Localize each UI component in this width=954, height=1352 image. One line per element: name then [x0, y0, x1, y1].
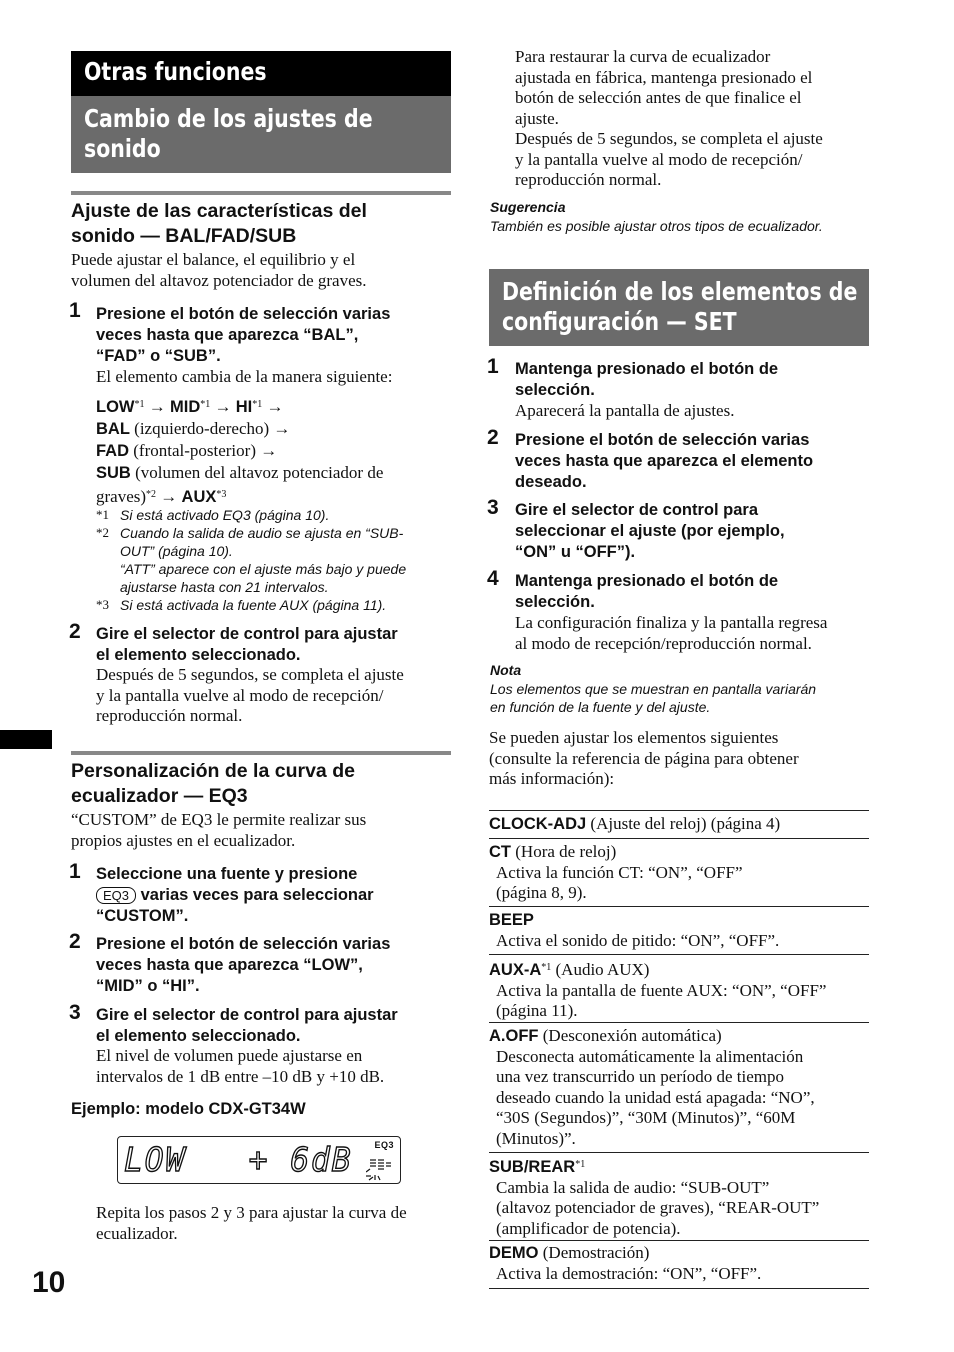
- step-description: Aparecerá la pantalla de ajustes.: [515, 401, 735, 420]
- section-title-otras-funciones: Otras funciones: [84, 57, 267, 86]
- section-divider: [71, 191, 451, 195]
- step-description: El nivel de volumen puede ajustarse en intervalos de 1 dB entre –10 dB y +10 dB.: [96, 1046, 385, 1086]
- lcd-display-text: LOW + 6dB: [124, 1140, 353, 1179]
- step-text: Mantenga presionado el botón de selección.: [515, 572, 779, 611]
- step-text: Mantenga presionado el botón de selección.: [515, 360, 779, 399]
- note-text: Los elementos que se muestran en pantalla variarán en función de la fuente y del ajuste.: [490, 681, 817, 715]
- tip-text: También es posible ajustar otros tipos de ecualizador.: [490, 218, 823, 234]
- paragraph-repeat: Repita los pasos 2 y 3 para ajustar la curva de ecualizador.: [96, 1203, 407, 1243]
- settings-item-beep: BEEP Activa el sonido de pitido: “ON”, “OFF”.: [489, 911, 780, 950]
- step-description: Después de 5 segundos, se completa el ajuste y la pantalla vuelve al modo de recepción/ reproducción normal.: [96, 665, 404, 725]
- step-description: El elemento cambia de la manera siguiente:: [96, 367, 393, 386]
- section-title-set: Definición de los elementos de configuración — SET: [502, 277, 858, 336]
- step-number: 1: [487, 355, 499, 378]
- step-description: La configuración finaliza y la pantalla regresa al modo de recepción/reproducción normal.: [515, 613, 828, 653]
- eq3-button-icon: EQ3: [96, 887, 136, 904]
- step-number: 1: [69, 299, 81, 322]
- setting-sequence: LOW$^{*1}$ → MID$^{*1}$ → HI$^{*1}$ → BAL (izquierdo-derecho) → FAD (frontal-posterior) → SUB (volumen del altavoz potenciador de graves)$^{*2}$ → AUX$^{*3}$: [96, 397, 384, 506]
- table-rule: [489, 838, 869, 839]
- table-rule: [489, 954, 869, 955]
- step-text: Gire el selector de control para seleccionar el ajuste (por ejemplo, “ON” u “OFF”).: [515, 501, 785, 561]
- settings-item-a-off: A.OFF (Desconexión automática) Desconecta automáticamente la alimentación una vez transcurrido un período de tiempo deseado cuando la unidad está apagada: “NO”, “30S (Segundos)”, “30M (Minutos)”, “60M (Minutos)”.: [489, 1026, 815, 1148]
- eq3-badge: EQ3: [374, 1140, 394, 1150]
- chapter-tab-marker: [0, 730, 52, 749]
- settings-item-demo: DEMO (Demostración) Activa la demostración: “ON”, “OFF”.: [489, 1243, 762, 1283]
- step-text: Presione el botón de selección varias veces hasta que aparezca “LOW”, “MID” o “HI”.: [96, 935, 391, 995]
- settings-item-sub-rear: SUB/REAR$^{*1}$ Cambia la salida de audio: “SUB-OUT” (altavoz potenciador de graves), “REAR-OUT” (amplificador de potencia).: [489, 1158, 820, 1238]
- step-text: Presione el botón de selección varias veces hasta que aparezca el elemento deseado.: [515, 431, 814, 491]
- table-rule: [489, 1022, 869, 1023]
- step-text: Gire el selector de control para ajustar el elemento seleccionado.: [96, 625, 398, 664]
- subsection-title-eq3: Personalización de la curva de ecualizador — EQ3: [71, 760, 355, 807]
- tip-label: Sugerencia: [490, 199, 566, 215]
- paragraph-restore: Para restaurar la curva de ecualizador ajustada en fábrica, mantenga presionado el botón de selección antes de que finalice el ajuste. Después de 5 segundos, se completa el ajuste y la pantalla vuelve al modo de recepción/ reproducción normal.: [515, 47, 823, 189]
- table-rule: [489, 1288, 869, 1289]
- step-text: Presione el botón de selección varias veces hasta que aparezca “BAL”, “FAD” o “SUB”.: [96, 305, 391, 365]
- step-text: Seleccione una fuente y presione EQ3 varias veces para seleccionar “CUSTOM”.: [96, 865, 374, 925]
- step-number: 3: [487, 496, 499, 519]
- settings-item-clock-adj: CLOCK-ADJ (Ajuste del reloj) (página 4): [489, 814, 781, 833]
- table-rule: [489, 906, 869, 907]
- step-number: 2: [69, 930, 81, 953]
- table-rule: [489, 810, 869, 811]
- note-label: Nota: [490, 662, 522, 678]
- example-label: Ejemplo: modelo CDX-GT34W: [71, 1100, 306, 1118]
- step-number: 2: [487, 426, 499, 449]
- page-number: 10: [32, 1266, 66, 1299]
- section-divider: [71, 751, 451, 755]
- section-title-cambio: Cambio de los ajustes de sonido: [84, 104, 373, 163]
- step-number: 4: [487, 567, 499, 590]
- step-text: Gire el selector de control para ajustar el elemento seleccionado.: [96, 1006, 398, 1045]
- settings-item-aux-a: AUX-$A^{*1}$ (Audio AUX) Activa la pantalla de fuente AUX: “ON”, “OFF” (página 11).: [489, 960, 827, 1020]
- step-number: 1: [69, 860, 81, 883]
- paragraph-intro: Puede ajustar el balance, el equilibrio y el volumen del altavoz potenciador de graves.: [71, 250, 367, 290]
- paragraph-items-intro: Se pueden ajustar los elementos siguientes (consulte la referencia de página para obtener más información):: [489, 728, 799, 788]
- table-rule: [489, 1240, 869, 1241]
- subsection-title-bal-fad-sub: Ajuste de las características del sonido — BAL/FAD/SUB: [71, 200, 367, 247]
- table-rule: [489, 1152, 869, 1153]
- eq-level-icon: [366, 1151, 392, 1181]
- lcd-display: [117, 1136, 401, 1184]
- paragraph-intro: “CUSTOM” de EQ3 le permite realizar sus propios ajustes en el ecualizador.: [71, 810, 367, 850]
- step-number: 3: [69, 1001, 81, 1024]
- settings-item-ct: CT (Hora de reloj) Activa la función CT: “ON”, “OFF” (página 8, 9).: [489, 842, 743, 902]
- step-number: 2: [69, 620, 81, 643]
